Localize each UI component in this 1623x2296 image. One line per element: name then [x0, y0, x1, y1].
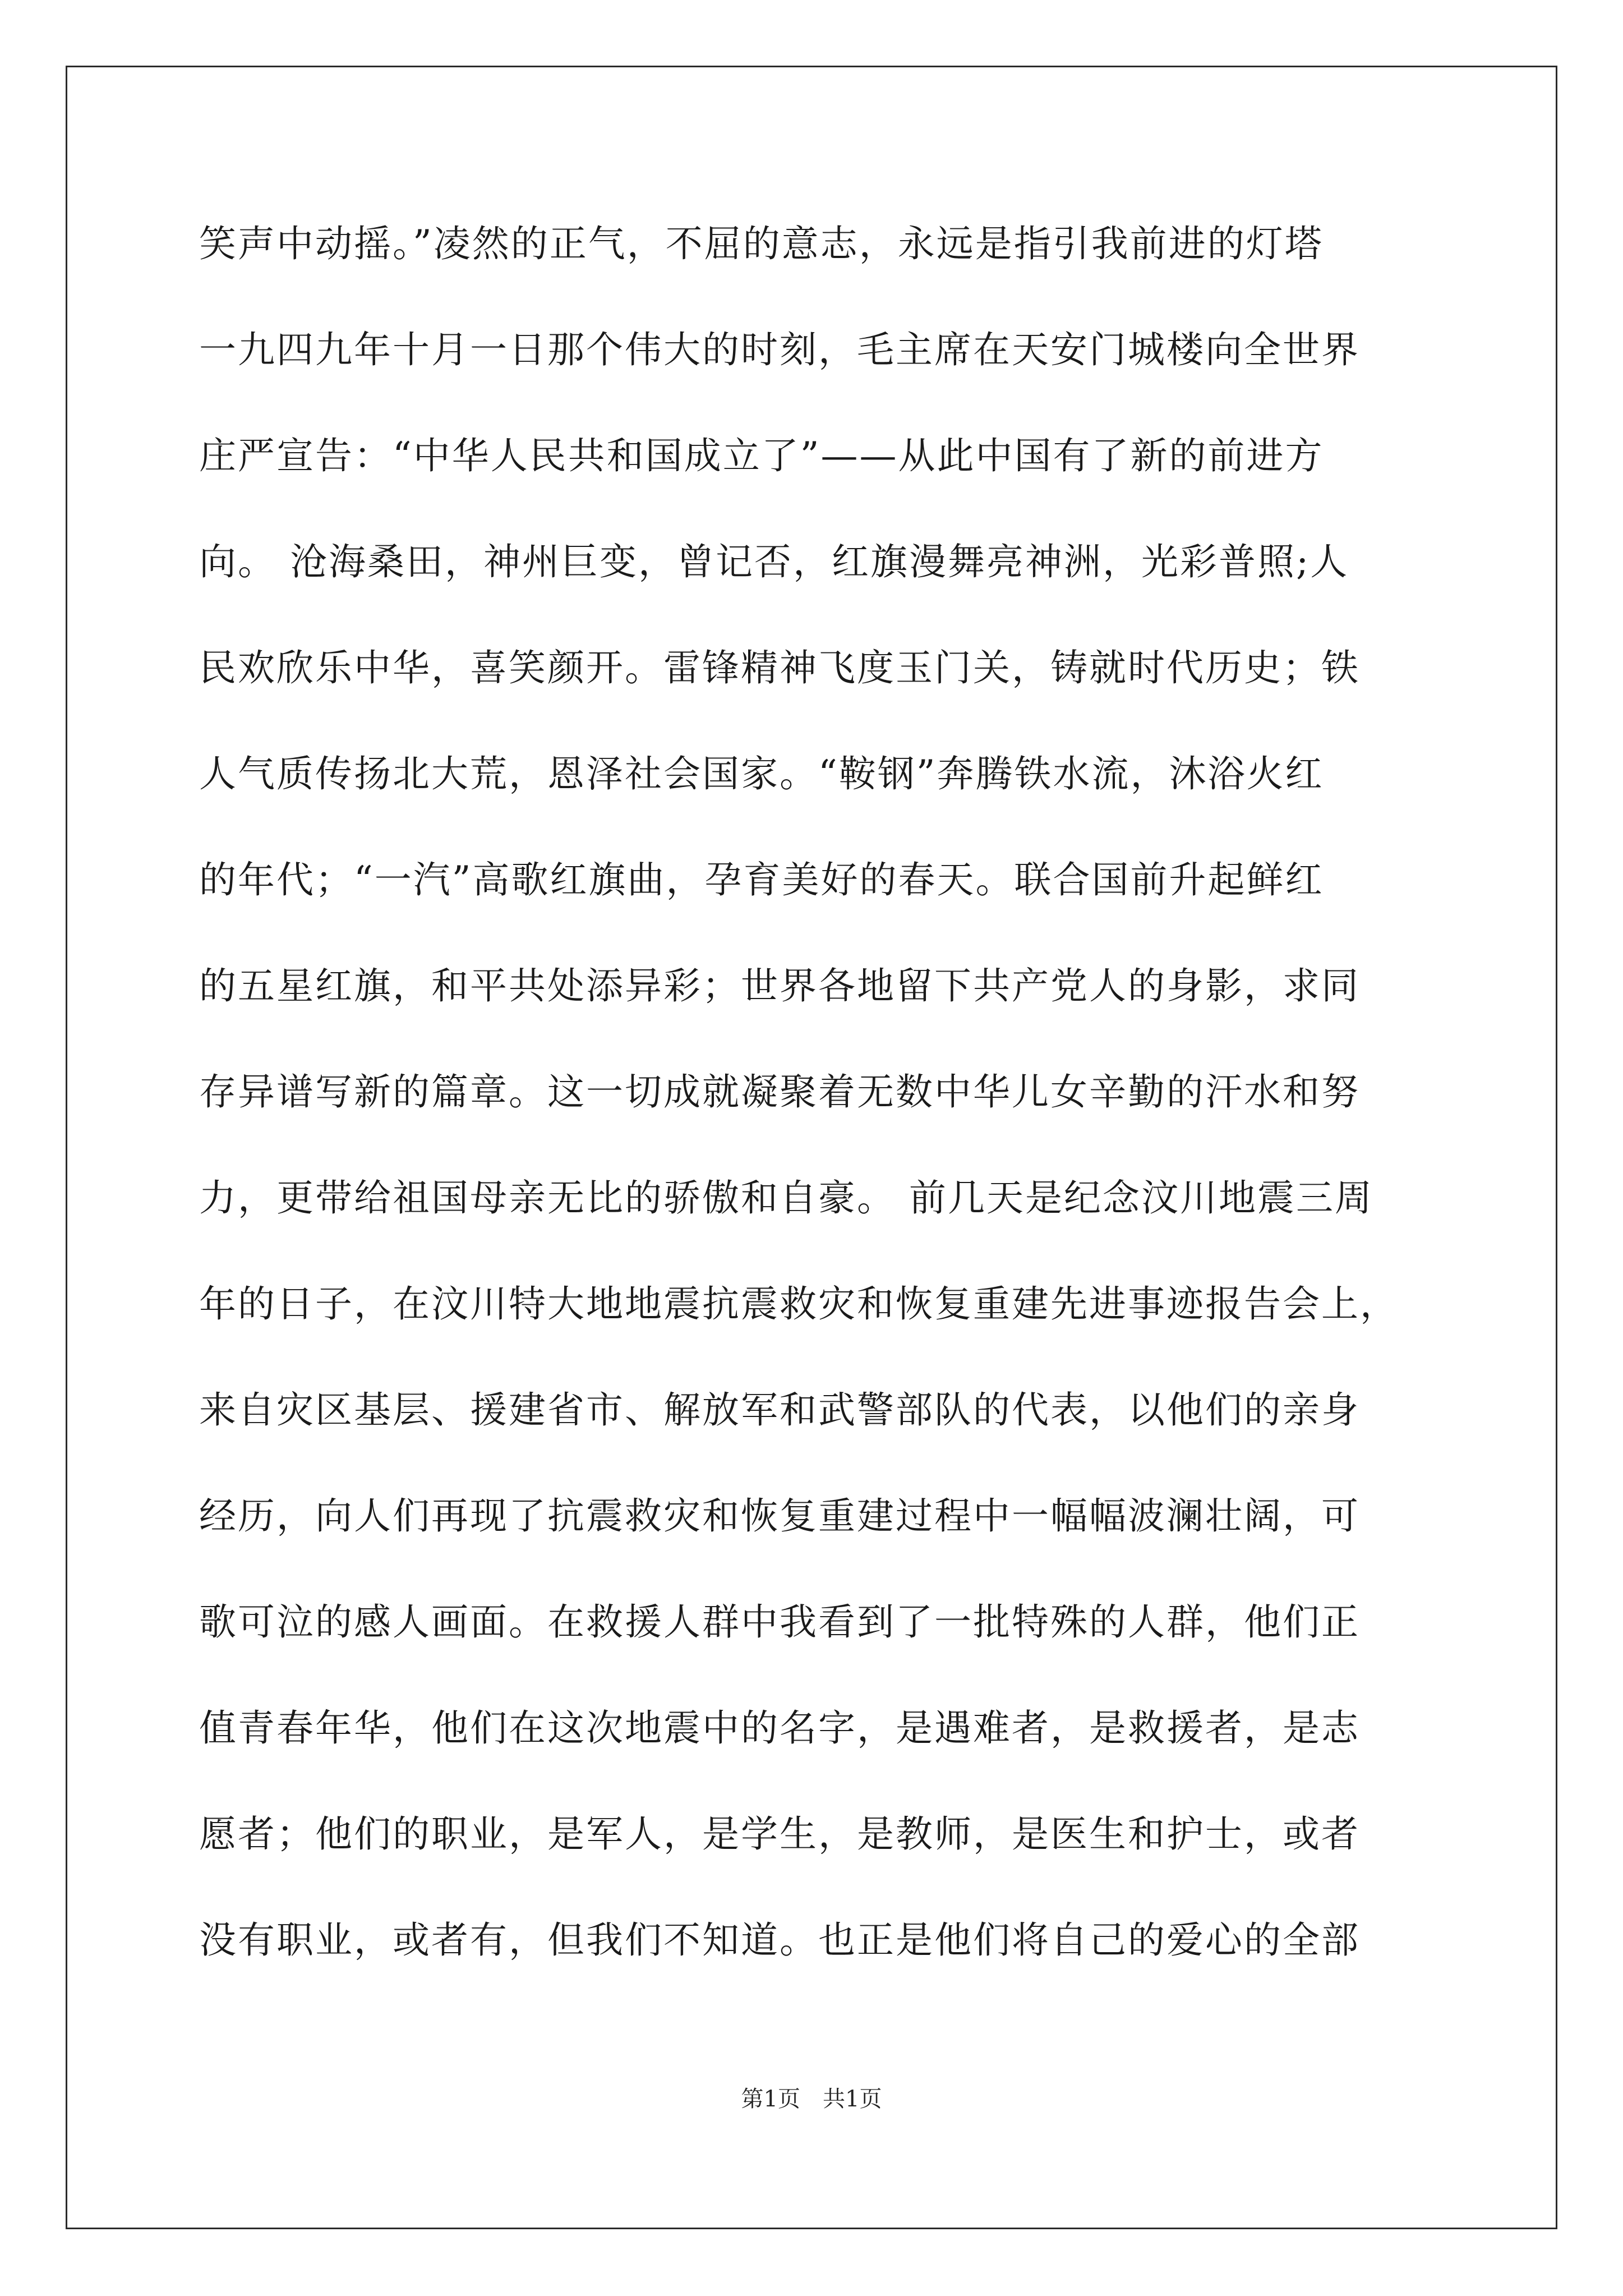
- text-line: 向。 沧海桑田，神州巨变，曾记否，红旗漫舞亮神洲，光彩普照;人: [199, 540, 1349, 583]
- text-line: 值青春年华，他们在这次地震中的名字，是遇难者，是救援者，是志: [199, 1706, 1360, 1750]
- text-line: 来自灾区基层、援建省市、解放军和武警部队的代表，以他们的亲身: [199, 1388, 1360, 1432]
- text-line: 存异谱写新的篇章。这一切成就凝聚着无数中华儿女辛勤的汗水和努: [199, 1070, 1360, 1114]
- text-line: 歌可泣的感人画面。在救援人群中我看到了一批特殊的人群，他们正: [199, 1600, 1360, 1644]
- text-line: 一九四九年十月一日那个伟大的时刻，毛主席在天安门城楼向全世界: [199, 328, 1360, 371]
- text-line: 笑声中动摇。”凌然的正气，不屈的意志，永远是指引我前进的灯塔: [199, 222, 1324, 265]
- document-body: [199, 202, 1433, 2004]
- text-line: 民欢欣乐中华，喜笑颜开。雷锋精神飞度玉门关，铸就时代历史；铁: [199, 646, 1360, 689]
- text-line: 年的日子，在汶川特大地地震抗震救灾和恢复重建先进事迹报告会上，: [199, 1282, 1399, 1326]
- text-line: 没有职业，或者有，但我们不知道。也正是他们将自己的爱心的全部: [199, 1918, 1360, 1962]
- text-line: 愿者；他们的职业，是军人，是学生，是教师，是医生和护士，或者: [199, 1812, 1360, 1856]
- text-line: 庄严宣告：“中华人民共和国成立了”——从此中国有了新的前进方: [199, 434, 1324, 477]
- text-line: 力，更带给祖国母亲无比的骄傲和自豪。 前几天是纪念汶川地震三周: [199, 1176, 1373, 1220]
- text-line: 的年代；“一汽”高歌红旗曲，孕育美好的春天。联合国前升起鲜红: [199, 858, 1324, 901]
- page-footer: 第1页 共1页: [741, 2086, 882, 2112]
- text-line: 人气质传扬北大荒，恩泽社会国家。“鞍钢”奔腾铁水流，沐浴火红: [199, 752, 1324, 795]
- text-line: 经历，向人们再现了抗震救灾和恢复重建过程中一幅幅波澜壮阔，可: [199, 1494, 1360, 1538]
- text-line: 的五星红旗，和平共处添异彩；世界各地留下共产党人的身影，求同: [199, 964, 1360, 1007]
